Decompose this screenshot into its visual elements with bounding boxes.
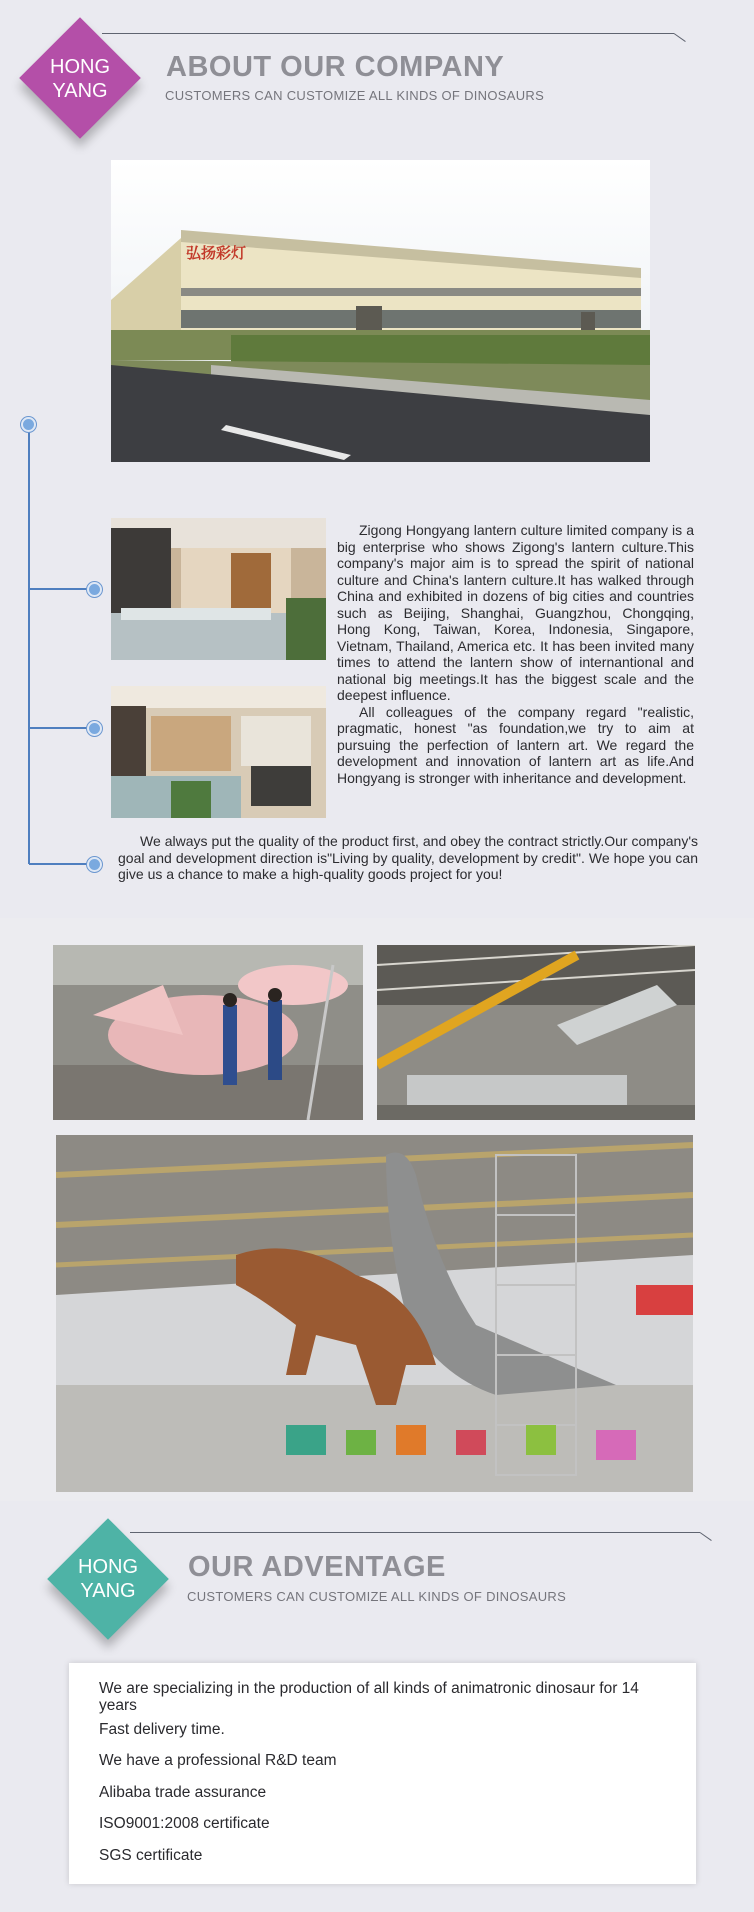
timeline-dot-1 xyxy=(21,417,36,432)
factory-building-photo xyxy=(111,160,650,462)
timeline-dot-3 xyxy=(87,721,102,736)
about-paragraph-3: We always put the quality of the product first, and obey the contract strictly.Our company's goal and development direction is"Living by quality, development by credit". We hope you can give us a chance to make a high-quality goods project for you! xyxy=(118,833,698,882)
advantage-item-2: Fast delivery time. xyxy=(99,1721,225,1738)
header-divider-line xyxy=(102,33,674,34)
brand-badge-line1: HONG xyxy=(50,56,110,78)
about-paragraph-1: Zigong Hongyang lantern culture limited company is a big enterprise who shows Zigong's lantern culture.This company's major aim is to spread the spirit of national culture and China's lantern culture.It has walked through China and exhibited in dozens of big cities and countries such as Beijing, Shanghai, Guangzhou, Chongqing, Hong Kong, Taiwan, Korea, Indonesia, Singapore, Vietnam, Thailand, America etc. It has been invited many times to attend the lantern show of internantional and national big meetings.It has the biggest scale and the deepest influence. xyxy=(337,522,694,703)
timeline-branch-1 xyxy=(29,588,91,590)
about-title: ABOUT OUR COMPANY xyxy=(166,51,505,83)
brand-badge-text xyxy=(20,55,140,103)
about-section xyxy=(0,0,754,918)
timeline-dot-4 xyxy=(87,857,102,872)
factory-sign-text: 弘扬彩灯 xyxy=(186,244,247,262)
office-photo-1 xyxy=(111,518,326,660)
advantage-item-6: SGS certificate xyxy=(99,1847,203,1864)
office-interior-illustration-2 xyxy=(111,686,326,818)
adv-badge-line1: HONG xyxy=(78,1556,138,1578)
timeline-dot-2 xyxy=(87,582,102,597)
advantage-item-5: ISO9001:2008 certificate xyxy=(99,1815,270,1832)
header-divider-tick xyxy=(674,33,686,42)
triceratops-workshop-illustration xyxy=(53,945,363,1120)
dinosaur-factory-illustration xyxy=(56,1135,693,1492)
about-paragraph-2: All colleagues of the company regard "realistic, pragmatic, honest "as foundation,we try to aim at pursuing the perfection of lantern art. We regard the development and innovation of lantern art as life.And Hongyang is stronger with inheritance and development. xyxy=(337,703,694,786)
advantage-title: OUR ADVENTAGE xyxy=(188,1551,446,1583)
timeline-branch-3 xyxy=(29,863,91,865)
advantage-subtitle: CUSTOMERS CAN CUSTOMIZE ALL KINDS OF DINOSAURS xyxy=(187,1589,567,1604)
gallery-section xyxy=(0,918,754,1501)
office-photo-2 xyxy=(111,686,326,818)
gallery-photo-triceratops-workshop xyxy=(53,945,363,1120)
office-interior-illustration-1 xyxy=(111,518,326,660)
crane-lifting-illustration xyxy=(377,945,695,1120)
about-subtitle: CUSTOMERS CAN CUSTOMIZE ALL KINDS OF DINOSAURS xyxy=(165,88,545,103)
brand-badge-line2: YANG xyxy=(52,80,108,102)
about-paragraph-3-block xyxy=(118,833,698,883)
factory-building-illustration xyxy=(111,160,650,462)
timeline-vertical-line xyxy=(28,428,30,864)
adv-header-divider-tick xyxy=(700,1532,712,1541)
adv-header-divider-line xyxy=(130,1532,700,1533)
advantage-item-3: We have a professional R&D team xyxy=(99,1752,337,1769)
advantage-item-4: Alibaba trade assurance xyxy=(99,1784,267,1801)
advantage-list-card xyxy=(69,1663,696,1884)
adv-badge-line2: YANG xyxy=(80,1580,136,1602)
timeline-branch-2 xyxy=(29,727,91,729)
gallery-photo-dinosaur-factory xyxy=(56,1135,693,1492)
adv-badge-text xyxy=(48,1555,168,1603)
advantage-item-1: We are specializing in the production of all kinds of animatronic dinosaur for 14 years xyxy=(99,1680,639,1714)
gallery-photo-crane-lifting xyxy=(377,945,695,1120)
about-text-block xyxy=(337,522,694,786)
